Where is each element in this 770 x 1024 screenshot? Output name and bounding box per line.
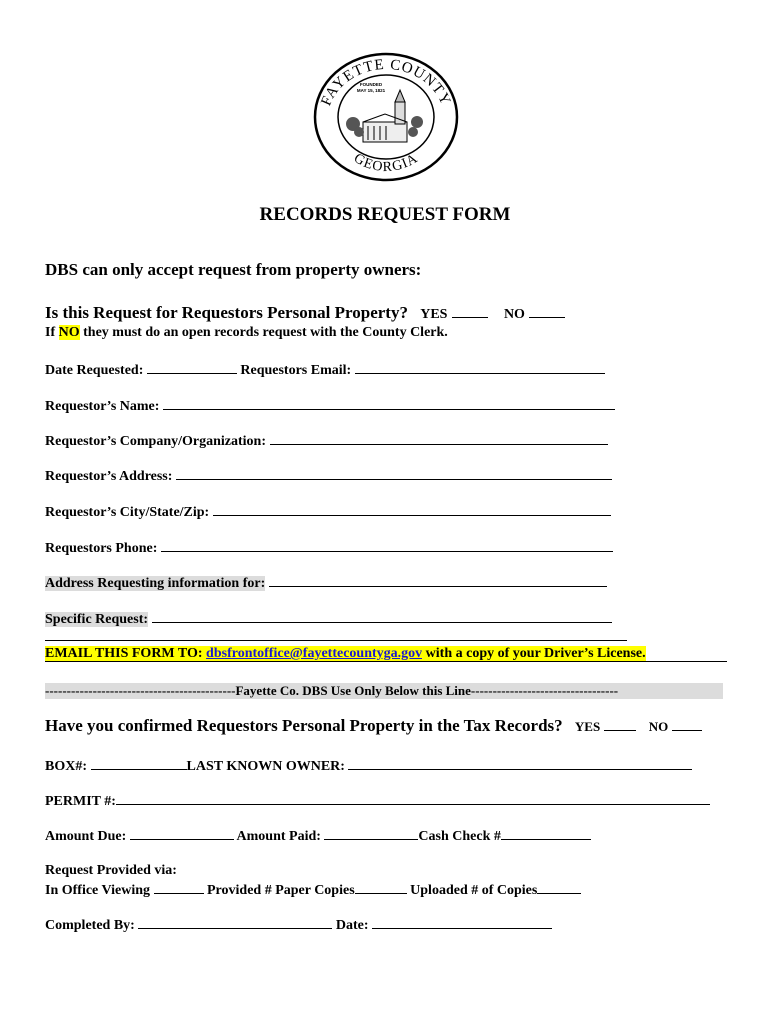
county-seal bbox=[313, 52, 459, 182]
city-row bbox=[45, 503, 611, 521]
confirm-yes-blank[interactable] bbox=[604, 718, 636, 731]
uploaded-copies-field[interactable] bbox=[537, 881, 581, 894]
completed-row bbox=[45, 916, 552, 934]
clerk-note-text: they must do an open records request with the County Clerk. bbox=[83, 325, 448, 340]
requestors-email-field[interactable] bbox=[355, 361, 605, 374]
county-seal-graphic bbox=[313, 52, 459, 182]
address-row bbox=[45, 467, 612, 485]
seal-top-text: FAYETTE COUNTY bbox=[318, 56, 454, 109]
name-field[interactable] bbox=[163, 397, 615, 410]
confirm-no-blank[interactable] bbox=[672, 718, 702, 731]
specific-request-line-2[interactable] bbox=[45, 628, 627, 641]
permit-field[interactable] bbox=[116, 792, 710, 805]
cash-check-label: Cash Check # bbox=[418, 829, 501, 844]
owner-notice: DBS can only accept request from property owners: bbox=[45, 260, 422, 279]
phone-label: Requestors Phone: bbox=[45, 541, 158, 556]
uploaded-copies-label: Uploaded # of Copies bbox=[410, 883, 538, 898]
personal-property-row bbox=[45, 303, 565, 323]
specific-request-row bbox=[45, 610, 612, 628]
paper-copies-label: Provided # Paper Copies bbox=[207, 883, 355, 898]
svg-text:GEORGIA bbox=[351, 151, 421, 175]
email-form-suffix: with a copy of your Driver’s License. bbox=[425, 646, 646, 661]
office-viewing-label: In Office Viewing bbox=[45, 883, 150, 898]
phone-field[interactable] bbox=[161, 539, 613, 552]
amount-row bbox=[45, 827, 591, 845]
phone-row bbox=[45, 539, 613, 557]
no-label: NO bbox=[503, 307, 525, 322]
confirm-yes-label: YES bbox=[574, 719, 601, 734]
amount-paid-field[interactable] bbox=[324, 827, 418, 840]
amount-due-label: Amount Due: bbox=[45, 829, 127, 844]
clerk-note-no: NO bbox=[58, 325, 80, 340]
name-row bbox=[45, 397, 615, 415]
check-number-field[interactable] bbox=[501, 827, 591, 840]
address-requesting-field[interactable] bbox=[269, 574, 607, 587]
company-label: Requestor’s Company/Organization: bbox=[45, 434, 267, 449]
last-owner-label: LAST KNOWN OWNER: bbox=[186, 759, 345, 774]
date-requested-field[interactable] bbox=[147, 361, 237, 374]
permit-label: PERMIT #: bbox=[45, 794, 116, 809]
requestors-email-label: Requestors Email: bbox=[240, 363, 352, 378]
office-use-divider bbox=[45, 683, 723, 699]
city-field[interactable] bbox=[213, 503, 611, 516]
address-requesting-row bbox=[45, 574, 607, 592]
no-blank[interactable] bbox=[529, 305, 565, 318]
company-field[interactable] bbox=[270, 432, 608, 445]
personal-property-question: Is this Request for Requestors Personal Property? bbox=[45, 303, 408, 322]
completed-by-label: Completed By: bbox=[45, 918, 135, 933]
specific-request-label: Specific Request: bbox=[45, 612, 149, 627]
address-label: Requestor’s Address: bbox=[45, 469, 173, 484]
last-owner-field[interactable] bbox=[348, 757, 692, 770]
date-requested-label: Date Requested: bbox=[45, 363, 144, 378]
box-label: BOX#: bbox=[45, 759, 87, 774]
completed-date-label: Date: bbox=[335, 918, 369, 933]
confirm-question: Have you confirmed Requestors Personal Property in the Tax Records? bbox=[45, 716, 563, 735]
provided-via-label: Request Provided via: bbox=[45, 863, 177, 878]
page-title: RECORDS REQUEST FORM bbox=[259, 204, 511, 225]
email-form-row bbox=[45, 646, 646, 662]
office-viewing-field[interactable] bbox=[154, 881, 204, 894]
clerk-note bbox=[45, 325, 448, 341]
confirm-no-label: NO bbox=[648, 719, 669, 734]
yes-label: YES bbox=[420, 307, 448, 322]
email-link[interactable]: dbsfrontoffice@fayettecountyga.gov bbox=[206, 646, 423, 661]
yes-blank[interactable] bbox=[452, 305, 488, 318]
svg-text:FAYETTE COUNTY bbox=[318, 57, 453, 108]
permit-row bbox=[45, 792, 710, 810]
company-row bbox=[45, 432, 608, 450]
amount-due-field[interactable] bbox=[130, 827, 234, 840]
clerk-note-prefix: If bbox=[45, 325, 56, 340]
address-field[interactable] bbox=[176, 467, 612, 480]
completed-by-field[interactable] bbox=[138, 916, 332, 929]
amount-paid-label: Amount Paid: bbox=[236, 829, 321, 844]
seal-founded: FOUNDED bbox=[359, 82, 383, 87]
box-owner-row bbox=[45, 757, 692, 775]
confirm-row bbox=[45, 716, 702, 736]
city-label: Requestor’s City/State/Zip: bbox=[45, 505, 210, 520]
date-email-row bbox=[45, 361, 605, 379]
box-field[interactable] bbox=[91, 757, 187, 770]
name-label: Requestor’s Name: bbox=[45, 399, 160, 414]
office-use-divider-text: --------------------------------------------Fayette Co. DBS Use Only Below this Line---------------------------------- bbox=[45, 683, 619, 698]
email-row-underline bbox=[45, 661, 727, 662]
specific-request-field[interactable] bbox=[152, 610, 612, 623]
paper-copies-field[interactable] bbox=[355, 881, 407, 894]
seal-bottom-text: GEORGIA bbox=[350, 150, 422, 176]
seal-founded-date: MAY 15, 1821 bbox=[356, 88, 386, 93]
completed-date-field[interactable] bbox=[372, 916, 552, 929]
address-requesting-label: Address Requesting information for: bbox=[45, 576, 266, 591]
provided-via-row bbox=[45, 881, 581, 899]
email-form-prefix: EMAIL THIS FORM TO: bbox=[45, 646, 203, 661]
